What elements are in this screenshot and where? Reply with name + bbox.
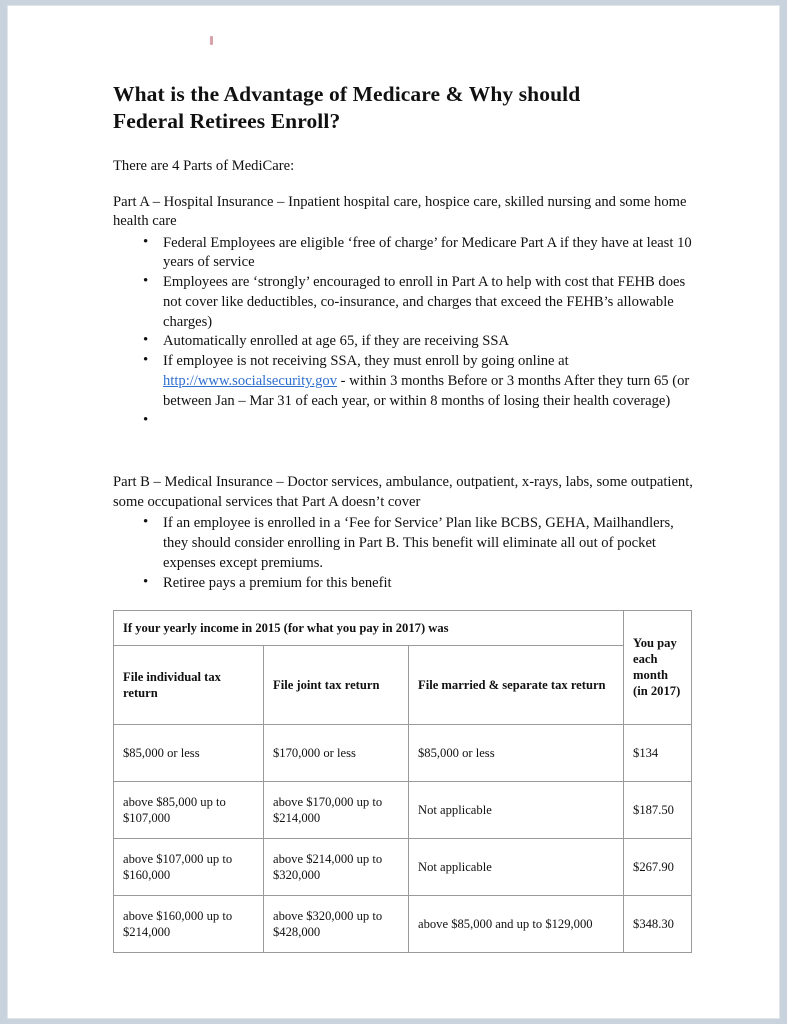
cell-joint: $170,000 or less xyxy=(264,724,409,781)
cell-joint: above $214,000 up to $320,000 xyxy=(264,838,409,895)
table-header-joint: File joint tax return xyxy=(264,645,409,724)
bullet-text-before: If employee is not receiving SSA, they must enroll by going online at xyxy=(163,353,569,370)
part-b-heading: Part B – Medical Insurance – Doctor services, ambulance, outpatient, x-rays, labs, some outpatient, some occupational services that Part A doesn’t cover xyxy=(113,474,693,510)
income-premium-table xyxy=(113,610,692,953)
socialsecurity-link[interactable]: http://www.socialsecurity.gov xyxy=(163,373,338,390)
table-header-individual: File individual tax return xyxy=(114,645,264,724)
table-row xyxy=(114,838,692,895)
table-row xyxy=(114,895,692,952)
table-row xyxy=(114,724,692,781)
part-a-heading: Part A – Hospital Insurance – Inpatient hospital care, hospice care, skilled nursing and some home health care xyxy=(113,193,687,229)
list-item: • Automatically enrolled at age 65, if they are receiving SSA xyxy=(113,332,693,352)
cell-you-pay: $267.90 xyxy=(624,838,692,895)
list-item: • Employees are ‘strongly’ encouraged to enroll in Part A to help with cost that FEHB does not cover like deductibles, co-insurance, and charges that exceed the FEHB’s allowable charges) xyxy=(113,273,693,332)
scan-artifact-mark xyxy=(210,36,213,45)
table-header-you-pay: You pay each month (in 2017) xyxy=(624,610,692,724)
list-item-with-link xyxy=(113,352,693,411)
cell-joint: above $320,000 up to $428,000 xyxy=(264,895,409,952)
cell-individual: above $85,000 up to $107,000 xyxy=(114,781,264,838)
table-header-married-separate: File married & separate tax return xyxy=(409,645,624,724)
table-row-column-headers xyxy=(114,645,692,724)
cell-individual: above $107,000 up to $160,000 xyxy=(114,838,264,895)
intro-paragraph: There are 4 Parts of MediCare: xyxy=(113,158,295,174)
table-row xyxy=(114,781,692,838)
cell-you-pay: $134 xyxy=(624,724,692,781)
bullet-text-after: - within 3 months Before or 3 months After they turn 65 (or between Jan – Mar 31 of each year, or within 8 months of losing their health coverage) xyxy=(163,373,690,409)
part-a-bullet-list xyxy=(113,234,693,432)
cell-married-separate: Not applicable xyxy=(409,838,624,895)
cell-married-separate: above $85,000 and up to $129,000 xyxy=(409,895,624,952)
cell-individual: $85,000 or less xyxy=(114,724,264,781)
cell-you-pay: $348.30 xyxy=(624,895,692,952)
cell-married-separate: Not applicable xyxy=(409,781,624,838)
page-title: What is the Advantage of Medicare & Why should Federal Retirees Enroll? xyxy=(113,82,581,133)
list-item: • If an employee is enrolled in a ‘Fee for Service’ Plan like BCBS, GEHA, Mailhandlers, they should consider enrolling in Part B. This benefit will eliminate all out of pocket expenses except premiums. xyxy=(113,514,693,573)
list-item: • Federal Employees are eligible ‘free of charge’ for Medicare Part A if they have at least 10 years of service xyxy=(113,234,693,274)
list-item: • Retiree pays a premium for this benefit xyxy=(113,574,693,594)
cell-you-pay: $187.50 xyxy=(624,781,692,838)
list-item-empty xyxy=(113,412,693,432)
section-gap xyxy=(113,447,693,473)
cell-married-separate: $85,000 or less xyxy=(409,724,624,781)
cell-joint: above $170,000 up to $214,000 xyxy=(264,781,409,838)
table-span-header: If your yearly income in 2015 (for what you pay in 2017) was xyxy=(114,610,624,645)
cell-individual: above $160,000 up to $214,000 xyxy=(114,895,264,952)
table-row-span-header xyxy=(114,610,692,645)
document-page xyxy=(8,6,779,1018)
document-content xyxy=(113,81,693,953)
part-b-bullet-list xyxy=(113,514,693,593)
